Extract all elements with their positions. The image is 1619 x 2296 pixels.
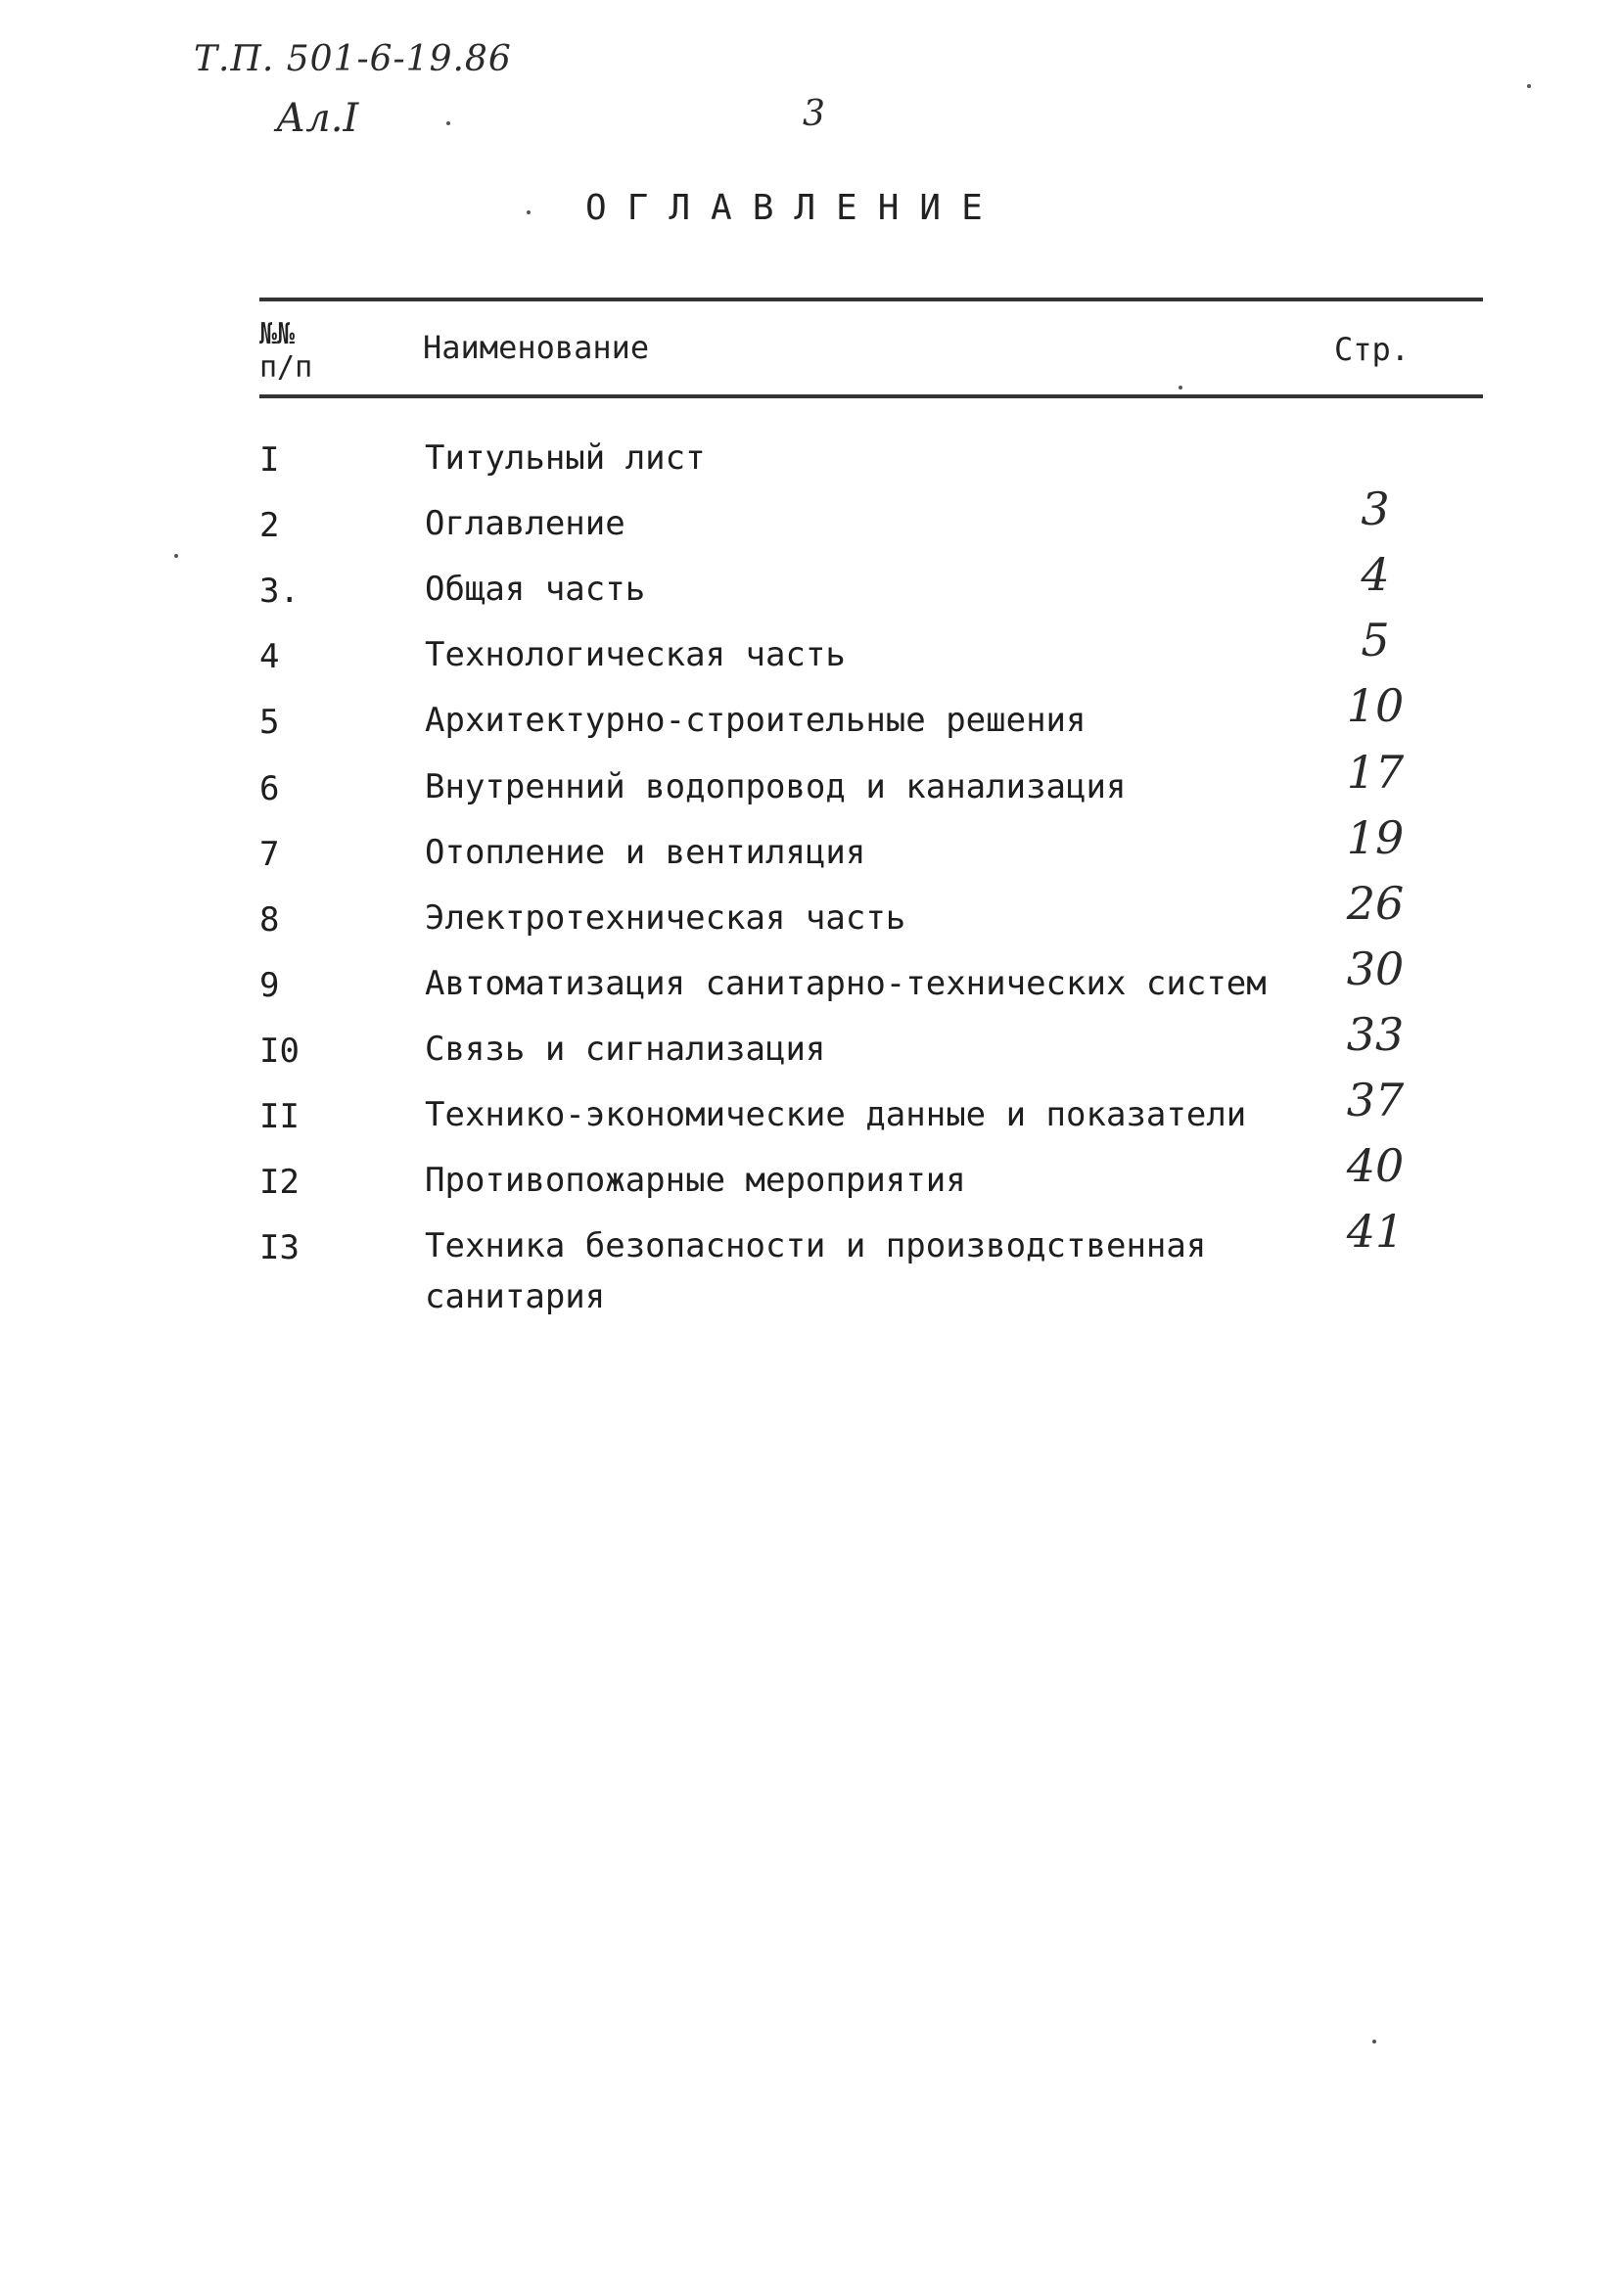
column-header-number-line1: №№ (259, 317, 296, 351)
toc-row-name: Титульный лист (425, 438, 706, 478)
toc-row-page: 10 (1346, 679, 1405, 732)
scan-speck (174, 554, 178, 558)
toc-row-name: Архитектурно-строительные решения (425, 701, 1087, 740)
page-number-handwritten: 3 (803, 94, 825, 134)
toc-row-number: 9 (259, 966, 280, 1005)
toc-row-name: Связь и сигнализация (425, 1030, 826, 1069)
toc-row (0, 1205, 1619, 1316)
document-title: ОГЛАВЛЕНИЕ (585, 188, 1003, 228)
toc-row-page: 17 (1346, 746, 1405, 799)
toc-row-name: Оглавление (425, 504, 625, 543)
toc-row-number: 4 (259, 637, 280, 676)
toc-row-number: II (259, 1097, 300, 1136)
column-header-name: Наименование (423, 329, 650, 366)
column-header-page: Стр. (1334, 331, 1411, 368)
toc-row-name: Электротехническая часть (425, 898, 906, 938)
scan-speck (1372, 2040, 1376, 2043)
toc-row-name: Техника безопасности и производственная санитария (425, 1226, 1207, 1316)
album-label-handwritten: Ал.I (276, 96, 359, 141)
toc-row-number: 6 (259, 769, 280, 808)
toc-row-name: Внутренний водопровод и канализация (425, 767, 1127, 806)
toc-row-page: 19 (1346, 811, 1405, 864)
toc-row-name: Отопление и вентиляция (425, 833, 866, 872)
toc-row-page: 5 (1361, 614, 1390, 666)
toc-row-page: 40 (1346, 1139, 1405, 1192)
toc-row-number: I0 (259, 1032, 300, 1071)
toc-row-number: 5 (259, 703, 280, 742)
toc-row-name: Автоматизация санитарно-технических систем (425, 964, 1267, 1003)
toc-row-name: Технико-экономические данные и показатели (425, 1095, 1247, 1134)
designation-handwritten: Т.П. 501-6-19.86 (194, 39, 512, 79)
toc-row-number: I (259, 440, 280, 480)
toc-row-page: 30 (1346, 942, 1405, 995)
toc-row-number: I2 (259, 1163, 300, 1202)
toc-row-page: 26 (1346, 877, 1405, 930)
toc-row-number: 8 (259, 900, 280, 940)
table-header-rule (259, 394, 1483, 398)
toc-row-number: 3. (259, 572, 300, 611)
toc-row-name: Противопожарные мероприятия (425, 1161, 966, 1200)
column-header-number (259, 318, 312, 385)
scan-speck (446, 121, 450, 125)
scan-speck (527, 210, 531, 214)
toc-row-page: 33 (1346, 1008, 1405, 1061)
toc-row-number: 2 (259, 506, 280, 545)
toc-row-name: Общая часть (425, 570, 646, 609)
toc-row-page: 4 (1361, 548, 1390, 601)
toc-row-name: Технологическая часть (425, 635, 846, 674)
column-header-number-line2: п/п (259, 350, 313, 385)
toc-row-number: 7 (259, 835, 280, 874)
scan-speck (1179, 386, 1182, 390)
toc-row-page: 41 (1346, 1205, 1405, 1258)
toc-row-page: 3 (1361, 482, 1390, 535)
scan-speck (1527, 84, 1531, 88)
table-top-rule (259, 298, 1483, 301)
toc-row-number: I3 (259, 1228, 300, 1267)
toc-row-page: 37 (1346, 1074, 1405, 1126)
